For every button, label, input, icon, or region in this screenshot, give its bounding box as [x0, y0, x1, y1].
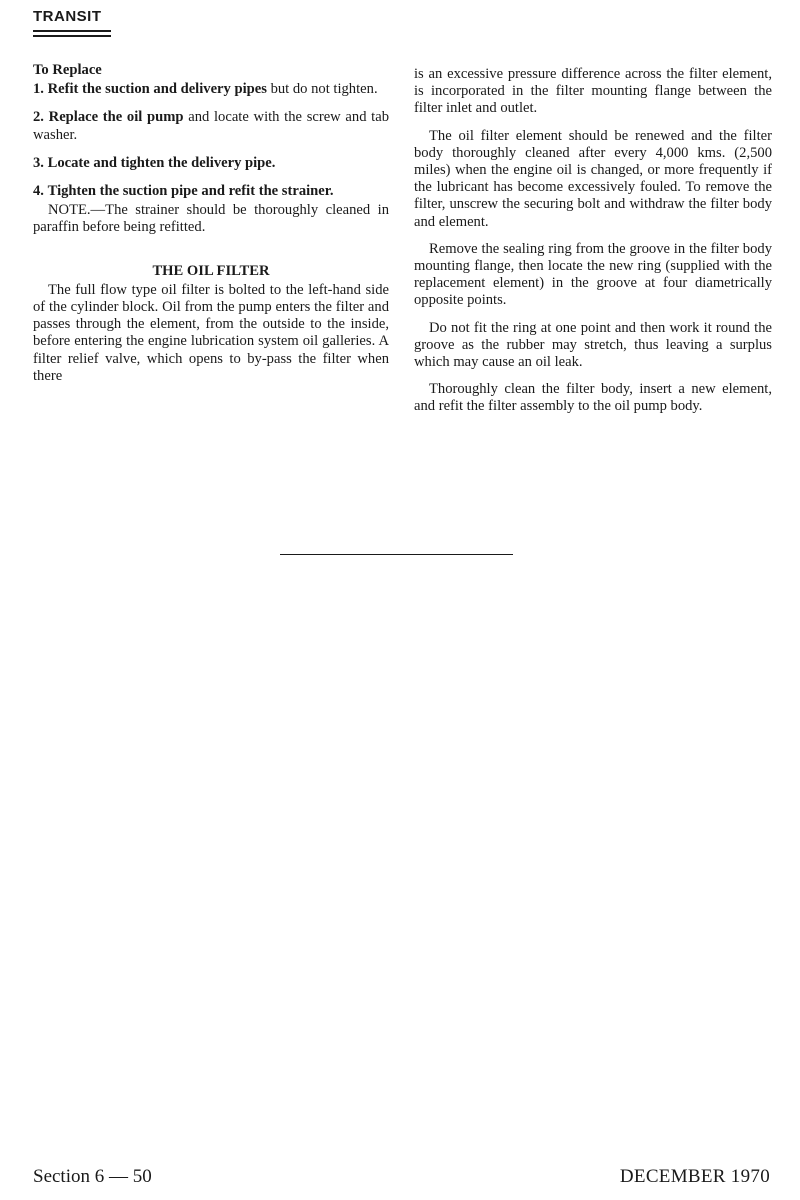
section-divider — [280, 554, 513, 555]
body-paragraph: The oil filter element should be renewed and the filter body thoroughly cleaned after every 4,000 kms. (2,500 miles) when the engine oil is changed, or more frequently if the lubricant has become excessively fouled. To remove the filter, unscrew the securing bolt and withdraw the filter body and element. — [414, 127, 772, 230]
step-number: 1. — [33, 81, 44, 98]
note-paragraph: NOTE.—The strainer should be thoroughly cleaned in paraffin before being refitted. — [33, 202, 389, 236]
step-3 — [33, 155, 389, 172]
step-bold-text: Replace the oil pump — [48, 109, 184, 126]
step-number: 2. — [33, 109, 44, 126]
header-title: TRANSIT — [33, 8, 102, 25]
step-number: 3. — [33, 154, 44, 171]
step-2 — [33, 109, 389, 143]
step-1 — [33, 81, 389, 98]
step-bold-text: Tighten the suction pipe and refit the strainer. — [47, 183, 334, 200]
footer-date: DECEMBER 1970 — [619, 1166, 770, 1187]
header-rule-top — [33, 30, 111, 32]
body-paragraph: Remove the sealing ring from the groove in the filter body mounting flange, then locate the new ring (supplied with the replacement element) in the groove at four diametrically opposite points. — [414, 240, 772, 309]
step-bold-text: Locate and tighten the delivery pipe. — [47, 154, 276, 171]
step-number: 4. — [33, 183, 44, 200]
body-paragraph: Thoroughly clean the filter body, insert a new element, and refit the filter assembly to the oil pump body. — [414, 381, 772, 415]
body-paragraph: Do not fit the ring at one point and then work it round the groove as the rubber may stretch, thus leaving a surplus which may cause an oil leak. — [414, 319, 772, 371]
oil-filter-title: THE OIL FILTER — [152, 262, 270, 279]
to-replace-heading: To Replace — [33, 62, 102, 78]
step-text: and locate with the screw and tab washer. — [33, 109, 390, 143]
footer-section: Section 6 — 50 — [33, 1166, 152, 1187]
right-column — [414, 66, 772, 426]
left-column — [33, 62, 389, 395]
step-4 — [33, 183, 389, 200]
step-text: but do not tighten. — [266, 81, 378, 98]
body-paragraph: is an excessive pressure difference across the filter element, is incorporated in the filter mounting flange between the filter inlet and outlet. — [414, 66, 772, 117]
header-rule-bottom — [33, 35, 111, 37]
step-bold-text: Refit the suction and delivery pipes — [47, 81, 267, 98]
oil-filter-paragraph: The full flow type oil filter is bolted to the left-hand side of the cylinder block. Oil from the pump enters the filter and passes through the element, from the outside to the inside, before entering the engine lubrication system oil galleries. A filter relief valve, which opens to by-pass the filter when there — [33, 281, 389, 384]
